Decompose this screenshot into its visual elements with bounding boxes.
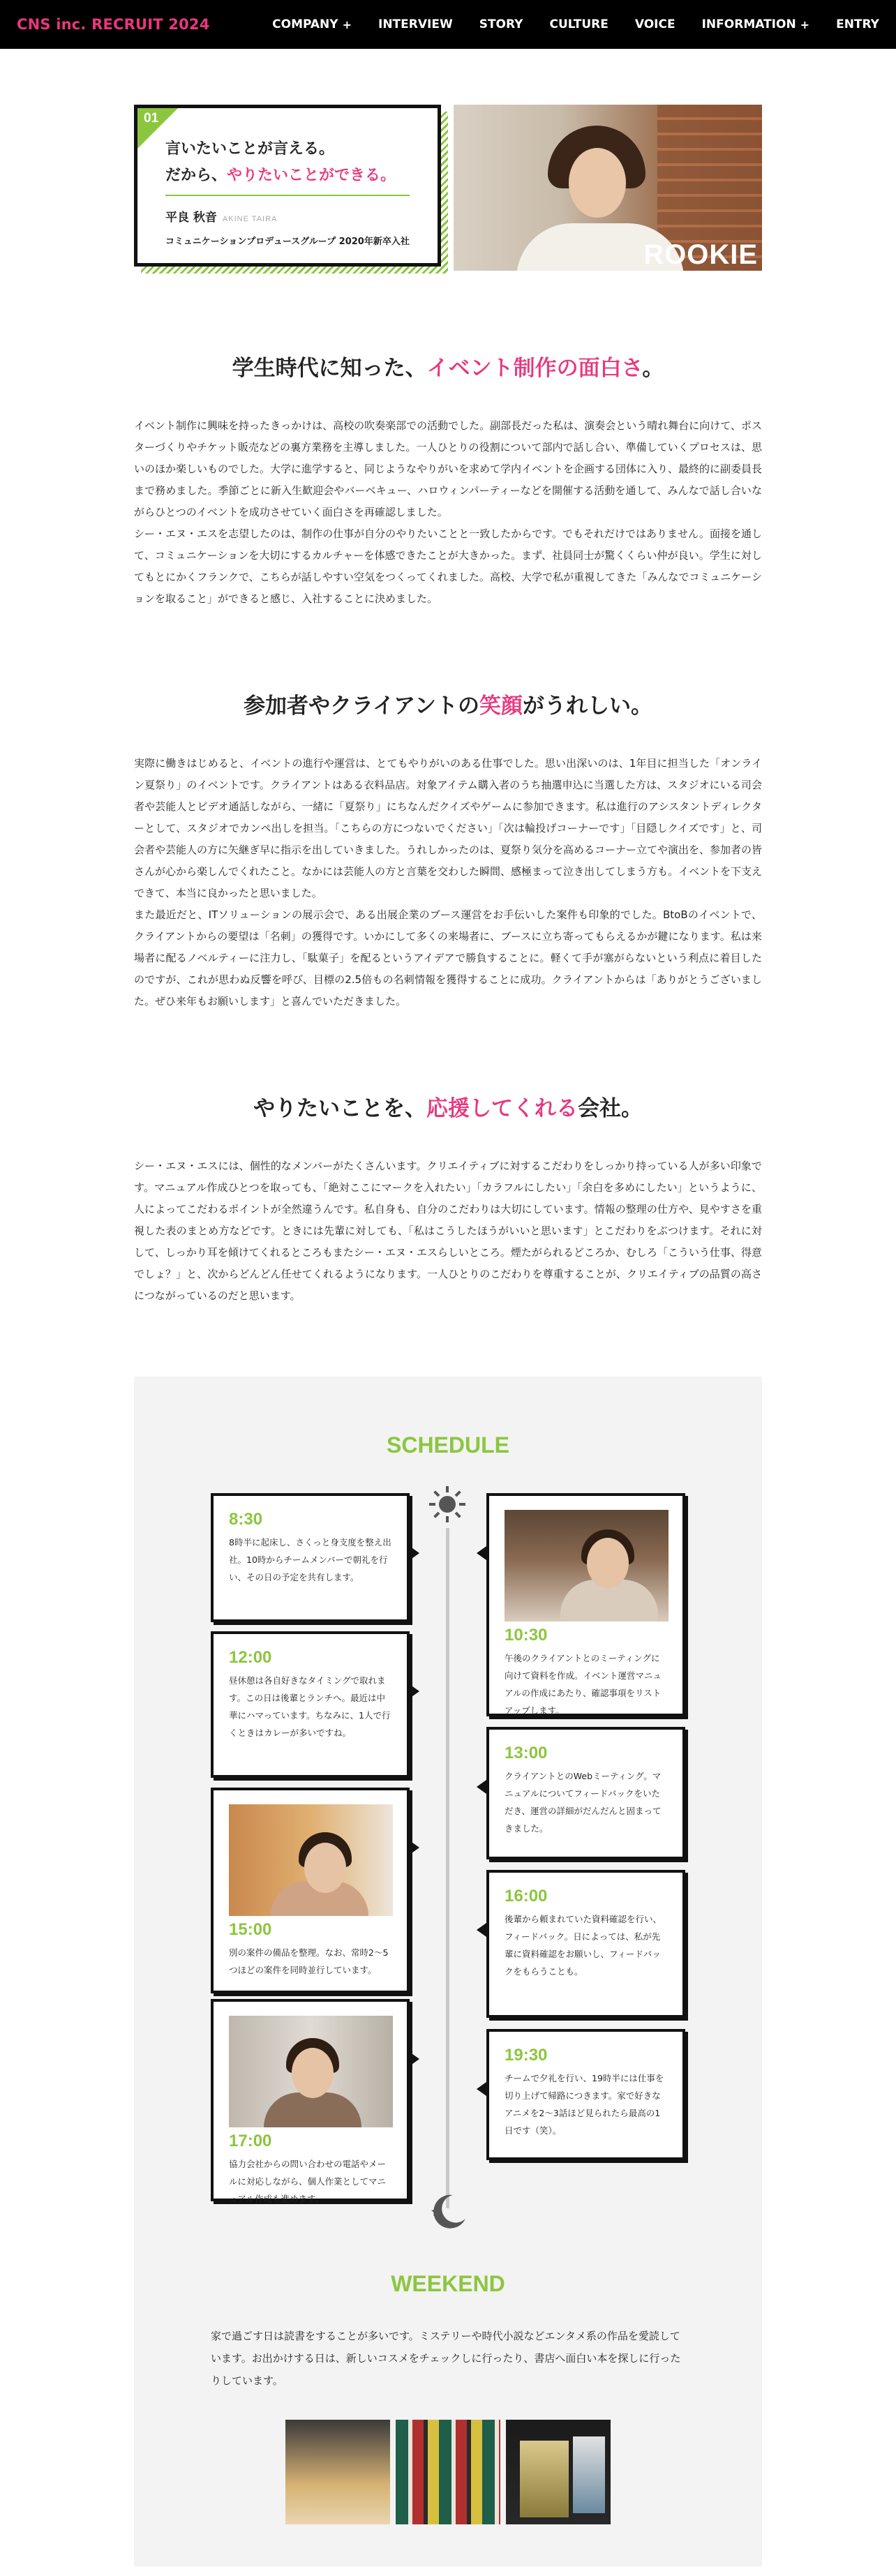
heading-highlight: 応援してくれる [426, 1096, 578, 1121]
department: コミュニケーションプロデュースグループ 2020年新卒入社 [165, 237, 410, 247]
schedule-card-1300 [486, 1727, 685, 1859]
heading-post: 。 [642, 356, 664, 381]
section-heading [134, 350, 762, 382]
schedule-desc: 協力会社からの問い合わせの電話やメールに対応しながら、個人作業としてマニュアル作成も進めます。 [229, 2159, 387, 2204]
catch-line-2 [165, 163, 396, 189]
weekend-title: WEEKEND [391, 2271, 505, 2296]
schedule-section [134, 1377, 762, 2566]
schedule-desc: 別の案件の備品を整理。なお、常時2〜5つほどの案件を同時並行しています。 [229, 1947, 389, 1975]
schedule-time: 15:00 [229, 1920, 272, 1939]
plus-icon: + [800, 17, 810, 31]
moon-icon [428, 2191, 470, 2233]
nav-entry[interactable] [836, 17, 879, 31]
weekend-photos [134, 2420, 762, 2524]
catch-line-2-pre: だから、 [165, 167, 227, 184]
weekend-photo-food [285, 2420, 390, 2524]
name-en: AKINE TAIRA [222, 215, 278, 223]
schedule-photo [229, 1804, 393, 1916]
schedule-desc: 午後のクライアントとのミーティングに向けて資料を作成。イベント運営マニュアルの作成にあたり、確認事項をリストアップします。 [505, 1653, 662, 1716]
timeline [211, 1486, 685, 2222]
section-supportive-company [134, 1091, 762, 1307]
schedule-desc: 8時半に起床し、さくっと身支度を整え出社。10時からチームメンバーで朝礼を行い、その日の予定を共有します。 [229, 1537, 391, 1582]
schedule-card-0830 [211, 1493, 410, 1622]
nav-interview[interactable] [378, 17, 453, 31]
heading-post: がうれしい。 [522, 694, 652, 719]
nav-company[interactable] [272, 17, 352, 31]
weekend-photo-books [396, 2420, 500, 2524]
heading-highlight: 笑顔 [479, 694, 523, 719]
catch-copy [165, 136, 396, 189]
schedule-desc: 昼休憩は各自好きなタイミングで取れます。この日は後輩とランチへ。最近は中華にハマっています。ちなみに、1人で行くときはカレーが多いですね。 [229, 1675, 391, 1738]
nav-label: INTERVIEW [378, 17, 453, 31]
schedule-desc: チームで夕礼を行い、19時半には仕事を切り上げて帰路につきます。家で好きなアニメを2〜3話ほど見られたら最高の1日です（笑）。 [505, 2073, 664, 2136]
catch-line-1: 言いたいことが言える。 [165, 140, 335, 158]
nav-label: CULTURE [549, 17, 608, 31]
book-cover [573, 2436, 605, 2513]
brand-logo[interactable]: CNS inc. RECRUIT 2024 [17, 16, 210, 33]
nav-information[interactable] [702, 17, 809, 31]
nav-label: ENTRY [836, 17, 879, 31]
schedule-time: 13:00 [505, 1744, 548, 1762]
schedule-time: 8:30 [229, 1510, 263, 1529]
number-label: 01 [144, 111, 159, 126]
schedule-time: 17:00 [229, 2132, 272, 2150]
rookie-label: ROOKIE [643, 239, 758, 270]
schedule-card-1600 [486, 1870, 685, 2018]
schedule-desc: 後輩から頼まれていた資料確認を行い、フィードバック。日によっては、私が先輩に資料確認をお願いし、フィードバックをもらうことも。 [505, 1914, 662, 1977]
schedule-title: SCHEDULE [386, 1432, 509, 1458]
photo-figure-head [569, 148, 626, 218]
schedule-time: 19:30 [505, 2046, 548, 2065]
photo-figure-head [292, 2048, 334, 2098]
heading-pre: やりたいことを、 [253, 1096, 426, 1121]
section-heading [134, 688, 762, 719]
weekend-photo-manga [506, 2420, 611, 2524]
nav-label: STORY [479, 17, 523, 31]
hero-photo [454, 105, 762, 271]
schedule-photo [229, 2016, 393, 2127]
heading-post: 会社。 [578, 1096, 643, 1121]
nav-label: COMPANY [272, 17, 338, 31]
photo-figure-head [304, 1843, 346, 1893]
book-cover [520, 2441, 569, 2517]
section-body: イベント制作に興味を持ったきっかけは、高校の吹奏楽部での活動でした。副部長だった私は、演奏会という晴れ舞台に向けて、ポスターづくりやチケット販売などの裏方業務を主導しました。一人ひとりの役割について部内で話し合い、準備していくプロセスは、思いのほか楽しいものでした。大学に進学すると、同じようなやりがいを求めて学内イベントを企画する団体に入り、最終的に副委員長まで務めました。季節ごとに新入生歓迎会やバーベキュー、ハロウィンパーティーなどを開催する活動を通して、みんなで話し合いながらひとつのイベントを成功させていく面白さを再確認しました。 シー・エヌ・エスを志望したのは、制作の仕事が自分のやりたいことと一致したからです。でもそれだけではありません。面接を通して、コミュニケーションを大切にするカルチャーを体感できたことが大きかった。まず、社員同士が驚くくらい仲が良い。学生に対してもとにかくフランクで、こちらが話しやすい空気をつくってくれました。高校、大学で私が重視してきた「みんなでコミュニケーションを取ること」ができると感じ、入社することに決めました。 [134, 419, 763, 605]
schedule-card-1700 [211, 1999, 410, 2204]
divider [165, 195, 410, 196]
schedule-card-1500 [211, 1788, 410, 1993]
hero-card [134, 105, 441, 267]
name-jp: 平良 秋音 [165, 211, 217, 225]
photo-figure-head [587, 1538, 629, 1588]
nav-culture[interactable] [549, 17, 608, 31]
nav-story[interactable] [479, 17, 523, 31]
section-smiles [134, 688, 762, 1012]
sun-icon [428, 1485, 467, 1524]
nav-voice[interactable] [635, 17, 675, 31]
schedule-photo [505, 1510, 669, 1622]
schedule-time: 10:30 [505, 1626, 548, 1645]
heading-pre: 学生時代に知った、 [232, 356, 427, 381]
schedule-card-1030 [486, 1493, 685, 1716]
global-nav [246, 17, 879, 31]
weekend-body: 家で過ごす日は読書をすることが多いです。ミステリーや時代小説などエンタメ系の作品を愛読しています。お出かけする日は、新しいコスメをチェックしに行ったり、書店へ面白い本を探しに行ったりしています。 [211, 2330, 681, 2387]
site-header [0, 0, 896, 49]
section-heading [134, 1091, 762, 1122]
heading-highlight: イベント制作の面白さ [426, 356, 643, 381]
timeline-line [446, 1528, 449, 2208]
section-body: 実際に働きはじめると、イベントの進行や運営は、とてもやりがいのある仕事でした。思い出深いのは、1年目に担当した「オンライン夏祭り」のイベントです。クライアントはある衣料品店。対象アイテム購入者のうち抽選申込に当選した方は、スタジオにいる司会者や芸能人とビデオ通話しながら、一緒に「夏祭り」にちなんだクイズやゲームに参加できます。私は進行のアシスタントディレクターとして、スタジオでカンペ出しを担当。「こちらの方につないでください」「次は輪投げコーナーです」「目隠しクイズです」と、司会者や芸能人の方に矢継ぎ早に指示を出していきました。うれしかったのは、夏祭り気分を高めるコーナー立てや演出を、参加者の皆さんが心から楽しんでくれたこと。なかには芸能人の方と言葉を交わした瞬間、感極まって泣き出してしまう方も。イベントを下支えできて、本当に良かったと思いました。 また最近だと、ITソリューションの展示会で、ある出展企業のブース運営をお手伝いした案件も印象的でした。BtoBのイベントで、クライアントからの要望は「名刺」の獲得です。いかにして多くの来場者に、ブースに立ち寄ってもらえるかが鍵になります。私は来場者に配るノベルティーに注力し、「駄菓子」を配るというアイデアで勝負することに。軽くて手が塞がらないという利点に着目したのですが、これが思わぬ反響を呼び、目標の2.5倍もの名刺情報を獲得することに成功。クライアントからは「ありがとうございました。ぜひ来年もお願いします」と喜んでいただきました。 [134, 757, 763, 1008]
schedule-desc: クライアントとのWebミーティング。マニュアルについてフィードバックをいただき、運営の詳細がだんだんと固まってきました。 [505, 1771, 662, 1834]
schedule-time: 12:00 [229, 1648, 272, 1667]
hero [134, 105, 762, 272]
catch-line-2-highlight: やりたいことができる。 [227, 167, 396, 184]
schedule-time: 16:00 [505, 1887, 548, 1905]
person-name [165, 207, 277, 225]
heading-pre: 参加者やクライアントの [244, 694, 479, 719]
schedule-card-1930 [486, 2029, 685, 2160]
schedule-card-1200 [211, 1631, 410, 1778]
section-student-days [134, 350, 762, 610]
section-body: シー・エヌ・エスには、個性的なメンバーがたくさんいます。クリエイティブに対するこだわりをしっかり持っている人が多い印象です。マニュアル作成ひとつを取っても、「絶対ここにマークを入れたい」「カラフルにしたい」「余白を多めにしたい」というように、人によってこだわるポイントが全然違うんです。私自身も、自分のこだわりは大切にしています。情報の整理の仕方や、見やすさを重視した表のまとめ方などです。ときには先輩に対しても、「私はこうしたほうがいいと思います」とこだわりをぶつけます。それに対して、しっかり耳を傾けてくれるところもまたシー・エヌ・エスらしいところ。煙たがられるどころか、むしろ「こういう仕事、得意でしょ？」と、次からどんどん任せてくれるようになります。一人ひとりのこだわりを尊重することが、クリエイティブの品質の高さにつながっているのだと思います。 [134, 1160, 762, 1302]
nav-label: VOICE [634, 17, 675, 31]
plus-icon: + [342, 17, 352, 31]
nav-label: INFORMATION [701, 17, 796, 31]
